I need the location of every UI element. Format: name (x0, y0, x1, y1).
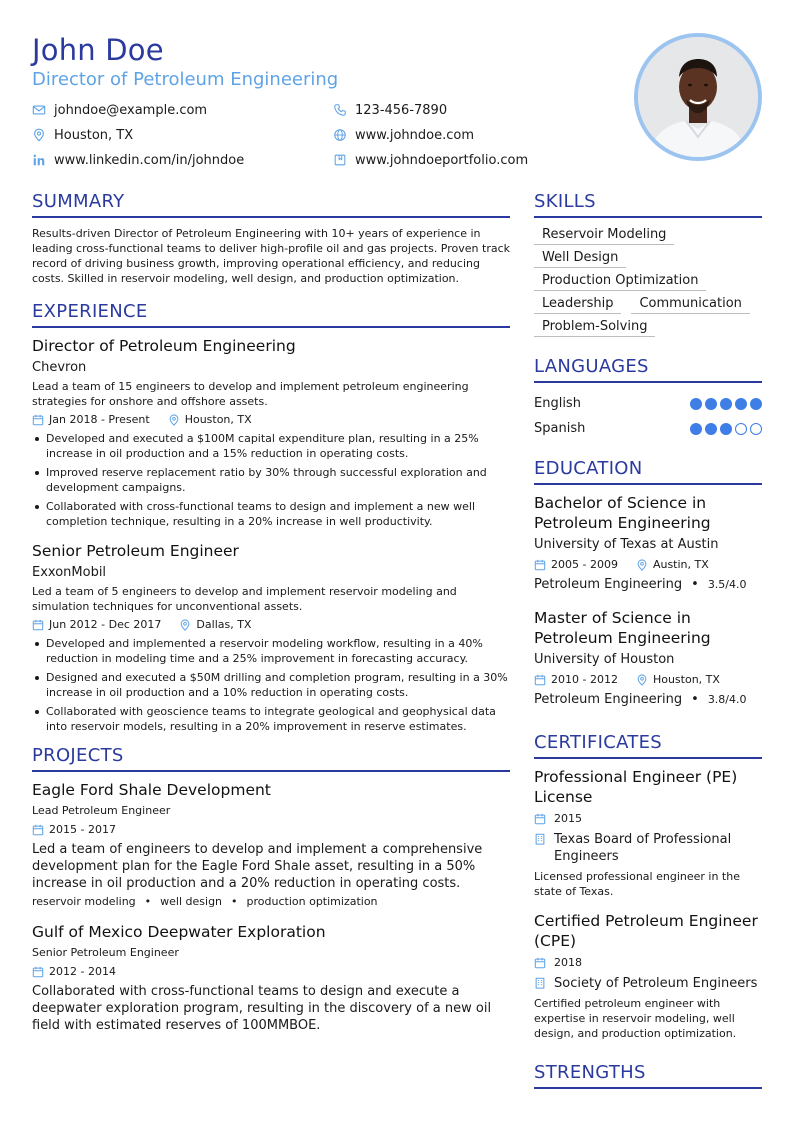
project-title: Eagle Ford Shale Development (32, 781, 271, 799)
language-level (690, 398, 762, 410)
certificate-entry (534, 911, 762, 1041)
project-tag: reservoir modeling (32, 895, 136, 908)
education-gpa: 3.8/4.0 (707, 693, 747, 706)
location-text: Houston, TX (54, 127, 134, 143)
calendar-icon (32, 824, 44, 836)
location-pin-icon (636, 674, 648, 686)
avatar-image (638, 37, 758, 157)
project-description: Led a team of engineers to develop and implement a comprehensive development plan for the Eagle Ford Shale asset, resulting in a 50% increase in oil production and a 20% reduction in operating costs. (32, 842, 483, 891)
calendar-icon (32, 619, 44, 631)
contact-email[interactable] (32, 100, 333, 120)
main-column (32, 190, 510, 1048)
skill-tag: Reservoir Modeling (534, 226, 674, 245)
certificate-issuer-row (534, 831, 762, 865)
proficiency-dot-filled (705, 398, 717, 410)
proficiency-dot-filled (720, 398, 732, 410)
education-location: Austin, TX (652, 558, 709, 571)
certificate-issuer-row (534, 975, 762, 992)
education-degree: Bachelor of Science in Petroleum Engineering (534, 494, 711, 532)
education-meta (534, 672, 762, 688)
building-icon (534, 833, 546, 845)
calendar-icon (32, 414, 44, 426)
calendar-icon (534, 957, 546, 969)
job-bullet: Developed and executed a $100M capital expenditure plan, resulting in a 25% increase in oil production and a 15% reduction in operating costs. (32, 431, 510, 461)
education-field: Petroleum Engineering (534, 577, 683, 592)
project-description: Collaborated with cross-functional teams to design and execute a deepwater exploration program, resulting in the discovery of a new oil field with estimated reserves of 100MMBOE. (32, 984, 492, 1033)
project-dates: 2012 - 2014 (49, 965, 116, 978)
envelope-icon (32, 103, 46, 117)
email-text: johndoe@example.com (54, 102, 208, 118)
job-location: Dallas, TX (196, 618, 252, 631)
certificate-year: 2015 (554, 812, 582, 825)
education-meta (534, 557, 762, 573)
phone-icon (333, 103, 347, 117)
education-gpa: 3.5/4.0 (707, 578, 747, 591)
profile-photo (634, 33, 762, 161)
certificate-date (534, 955, 762, 971)
job-bullet: Improved reserve replacement ratio by 30% through successful exploration and development campaigns. (32, 465, 510, 495)
job-description: Led a team of 5 engineers to develop and implement reservoir modeling and simulation techniques for unconventional assets. (32, 585, 457, 613)
job-description: Lead a team of 15 engineers to develop and implement petroleum engineering strategies for onshore and offshore assets. (32, 380, 469, 408)
language-name: English (534, 396, 581, 411)
language-row (534, 391, 762, 416)
project-meta (32, 822, 510, 838)
location-pin-icon (636, 559, 648, 571)
skill-tag: Production Optimization (534, 272, 706, 291)
education-field-line: Petroleum Engineering • 3.8/4.0 (534, 692, 747, 707)
contact-portfolio[interactable] (333, 150, 592, 170)
education-dates: 2010 - 2012 (551, 673, 618, 686)
linkedin-icon (32, 153, 46, 167)
certificate-year: 2018 (554, 956, 582, 969)
location-pin-icon (179, 619, 191, 631)
certificates-heading: CERTIFICATES (534, 731, 762, 759)
proficiency-dot-filled (690, 423, 702, 435)
summary-text: Results-driven Director of Petroleum Engineering with 10+ years of experience in leading cross-functional teams to deliver high-profile oil and gas projects. Proven track record of driving business growth, improving operational efficiency, and reducing costs. Skilled in reservoir modeling, well design, and production optimization. (32, 227, 511, 285)
skills-heading: SKILLS (534, 190, 762, 218)
job-meta (32, 617, 510, 633)
location-pin-icon (32, 128, 46, 142)
proficiency-dot-filled (720, 423, 732, 435)
summary-heading: SUMMARY (32, 190, 510, 218)
education-field: Petroleum Engineering (534, 692, 683, 707)
languages-section (534, 355, 762, 441)
portfolio-text: www.johndoeportfolio.com (355, 152, 529, 168)
portfolio-icon (333, 153, 347, 167)
job-bullet: Collaborated with geoscience teams to integrate geological and geophysical data into reservoir models, resulting in a 20% improvement in reserve estimates. (32, 704, 510, 734)
candidate-title: Director of Petroleum Engineering (32, 69, 339, 90)
job-bullet: Designed and executed a $50M drilling and completion program, resulting in a 30% increase in oil production and a 10% reduction in operating costs. (32, 670, 510, 700)
proficiency-dot-filled (690, 398, 702, 410)
job-dates: Jun 2012 - Dec 2017 (49, 618, 162, 631)
calendar-icon (534, 813, 546, 825)
skill-tag: Leadership (534, 295, 621, 314)
job-bullets (32, 636, 510, 734)
website-text: www.johndoe.com (355, 127, 474, 143)
job-dates: Jan 2018 - Present (49, 413, 150, 426)
skills-section (534, 190, 762, 337)
proficiency-dot-empty (750, 423, 762, 435)
location-pin-icon (168, 414, 180, 426)
strengths-section (534, 1061, 762, 1089)
contact-location (32, 125, 333, 145)
project-dates: 2015 - 2017 (49, 823, 116, 836)
job-entry (32, 336, 510, 529)
globe-icon (333, 128, 347, 142)
experience-heading: EXPERIENCE (32, 300, 510, 328)
project-role: Lead Petroleum Engineer (32, 804, 171, 817)
project-title: Gulf of Mexico Deepwater Exploration (32, 923, 326, 941)
education-degree: Master of Science in Petroleum Engineering (534, 609, 711, 647)
proficiency-dot-filled (750, 398, 762, 410)
certificate-title: Certified Petroleum Engineer (CPE) (534, 912, 758, 950)
project-tag: production optimization (246, 895, 378, 908)
job-company: ExxonMobil (32, 565, 107, 580)
education-entry (534, 608, 762, 709)
project-entry (32, 780, 510, 910)
project-tag: well design (160, 895, 223, 908)
job-company: Chevron (32, 360, 87, 375)
project-role: Senior Petroleum Engineer (32, 946, 179, 959)
project-meta (32, 964, 510, 980)
language-level (690, 423, 762, 435)
certificate-issuer: Texas Board of Professional Engineers (554, 832, 732, 864)
education-entry (534, 493, 762, 594)
job-meta (32, 412, 510, 428)
education-school: University of Houston (534, 652, 675, 667)
contact-website[interactable] (333, 125, 592, 145)
certificate-date (534, 811, 762, 827)
education-location: Houston, TX (652, 673, 720, 686)
certificate-entry (534, 767, 762, 899)
education-dates: 2005 - 2009 (551, 558, 618, 571)
job-bullet: Collaborated with cross-functional teams to design and implement a new well completion technique, resulting in a 20% increase in well productivity. (32, 499, 510, 529)
certificate-description: Licensed professional engineer in the state of Texas. (534, 870, 740, 898)
proficiency-dot-filled (705, 423, 717, 435)
job-entry (32, 541, 510, 734)
linkedin-text: www.linkedin.com/in/johndoe (54, 152, 245, 168)
project-tags: reservoir modeling • well design • production optimization (32, 895, 378, 908)
contact-phone[interactable] (333, 100, 592, 120)
strengths-heading: STRENGTHS (534, 1061, 762, 1089)
building-icon (534, 977, 546, 989)
certificate-title: Professional Engineer (PE) License (534, 768, 738, 806)
education-section (534, 457, 762, 709)
job-bullet: Developed and implemented a reservoir modeling workflow, resulting in a 40% reduction in modeling time and a 25% improvement in forecasting accuracy. (32, 636, 510, 666)
education-field-line: Petroleum Engineering • 3.5/4.0 (534, 577, 747, 592)
job-title: Director of Petroleum Engineering (32, 337, 296, 355)
language-name: Spanish (534, 421, 586, 436)
skill-tag: Well Design (534, 249, 626, 268)
language-row (534, 416, 762, 441)
side-column (534, 190, 762, 1103)
certificate-description: Certified petroleum engineer with expertise in reservoir modeling, well design, and production optimization. (534, 997, 737, 1040)
contact-list (32, 100, 592, 170)
job-title: Senior Petroleum Engineer (32, 542, 239, 560)
skill-tag: Problem-Solving (534, 318, 655, 337)
proficiency-dot-filled (735, 398, 747, 410)
calendar-icon (534, 559, 546, 571)
experience-section (32, 300, 510, 734)
job-bullets (32, 431, 510, 529)
education-heading: EDUCATION (534, 457, 762, 485)
proficiency-dot-empty (735, 423, 747, 435)
skill-tag: Communication (631, 295, 749, 314)
education-school: University of Texas at Austin (534, 537, 719, 552)
contact-linkedin[interactable] (32, 150, 333, 170)
calendar-icon (534, 674, 546, 686)
calendar-icon (32, 966, 44, 978)
candidate-name: John Doe (32, 33, 164, 67)
phone-text: 123-456-7890 (355, 102, 448, 118)
projects-heading: PROJECTS (32, 744, 510, 772)
projects-section (32, 744, 510, 1034)
languages-heading: LANGUAGES (534, 355, 762, 383)
job-location: Houston, TX (184, 413, 252, 426)
skills-list (534, 226, 762, 337)
certificate-issuer: Society of Petroleum Engineers (554, 976, 758, 991)
certificates-section (534, 731, 762, 1041)
project-entry (32, 922, 510, 1034)
summary-section (32, 190, 510, 286)
